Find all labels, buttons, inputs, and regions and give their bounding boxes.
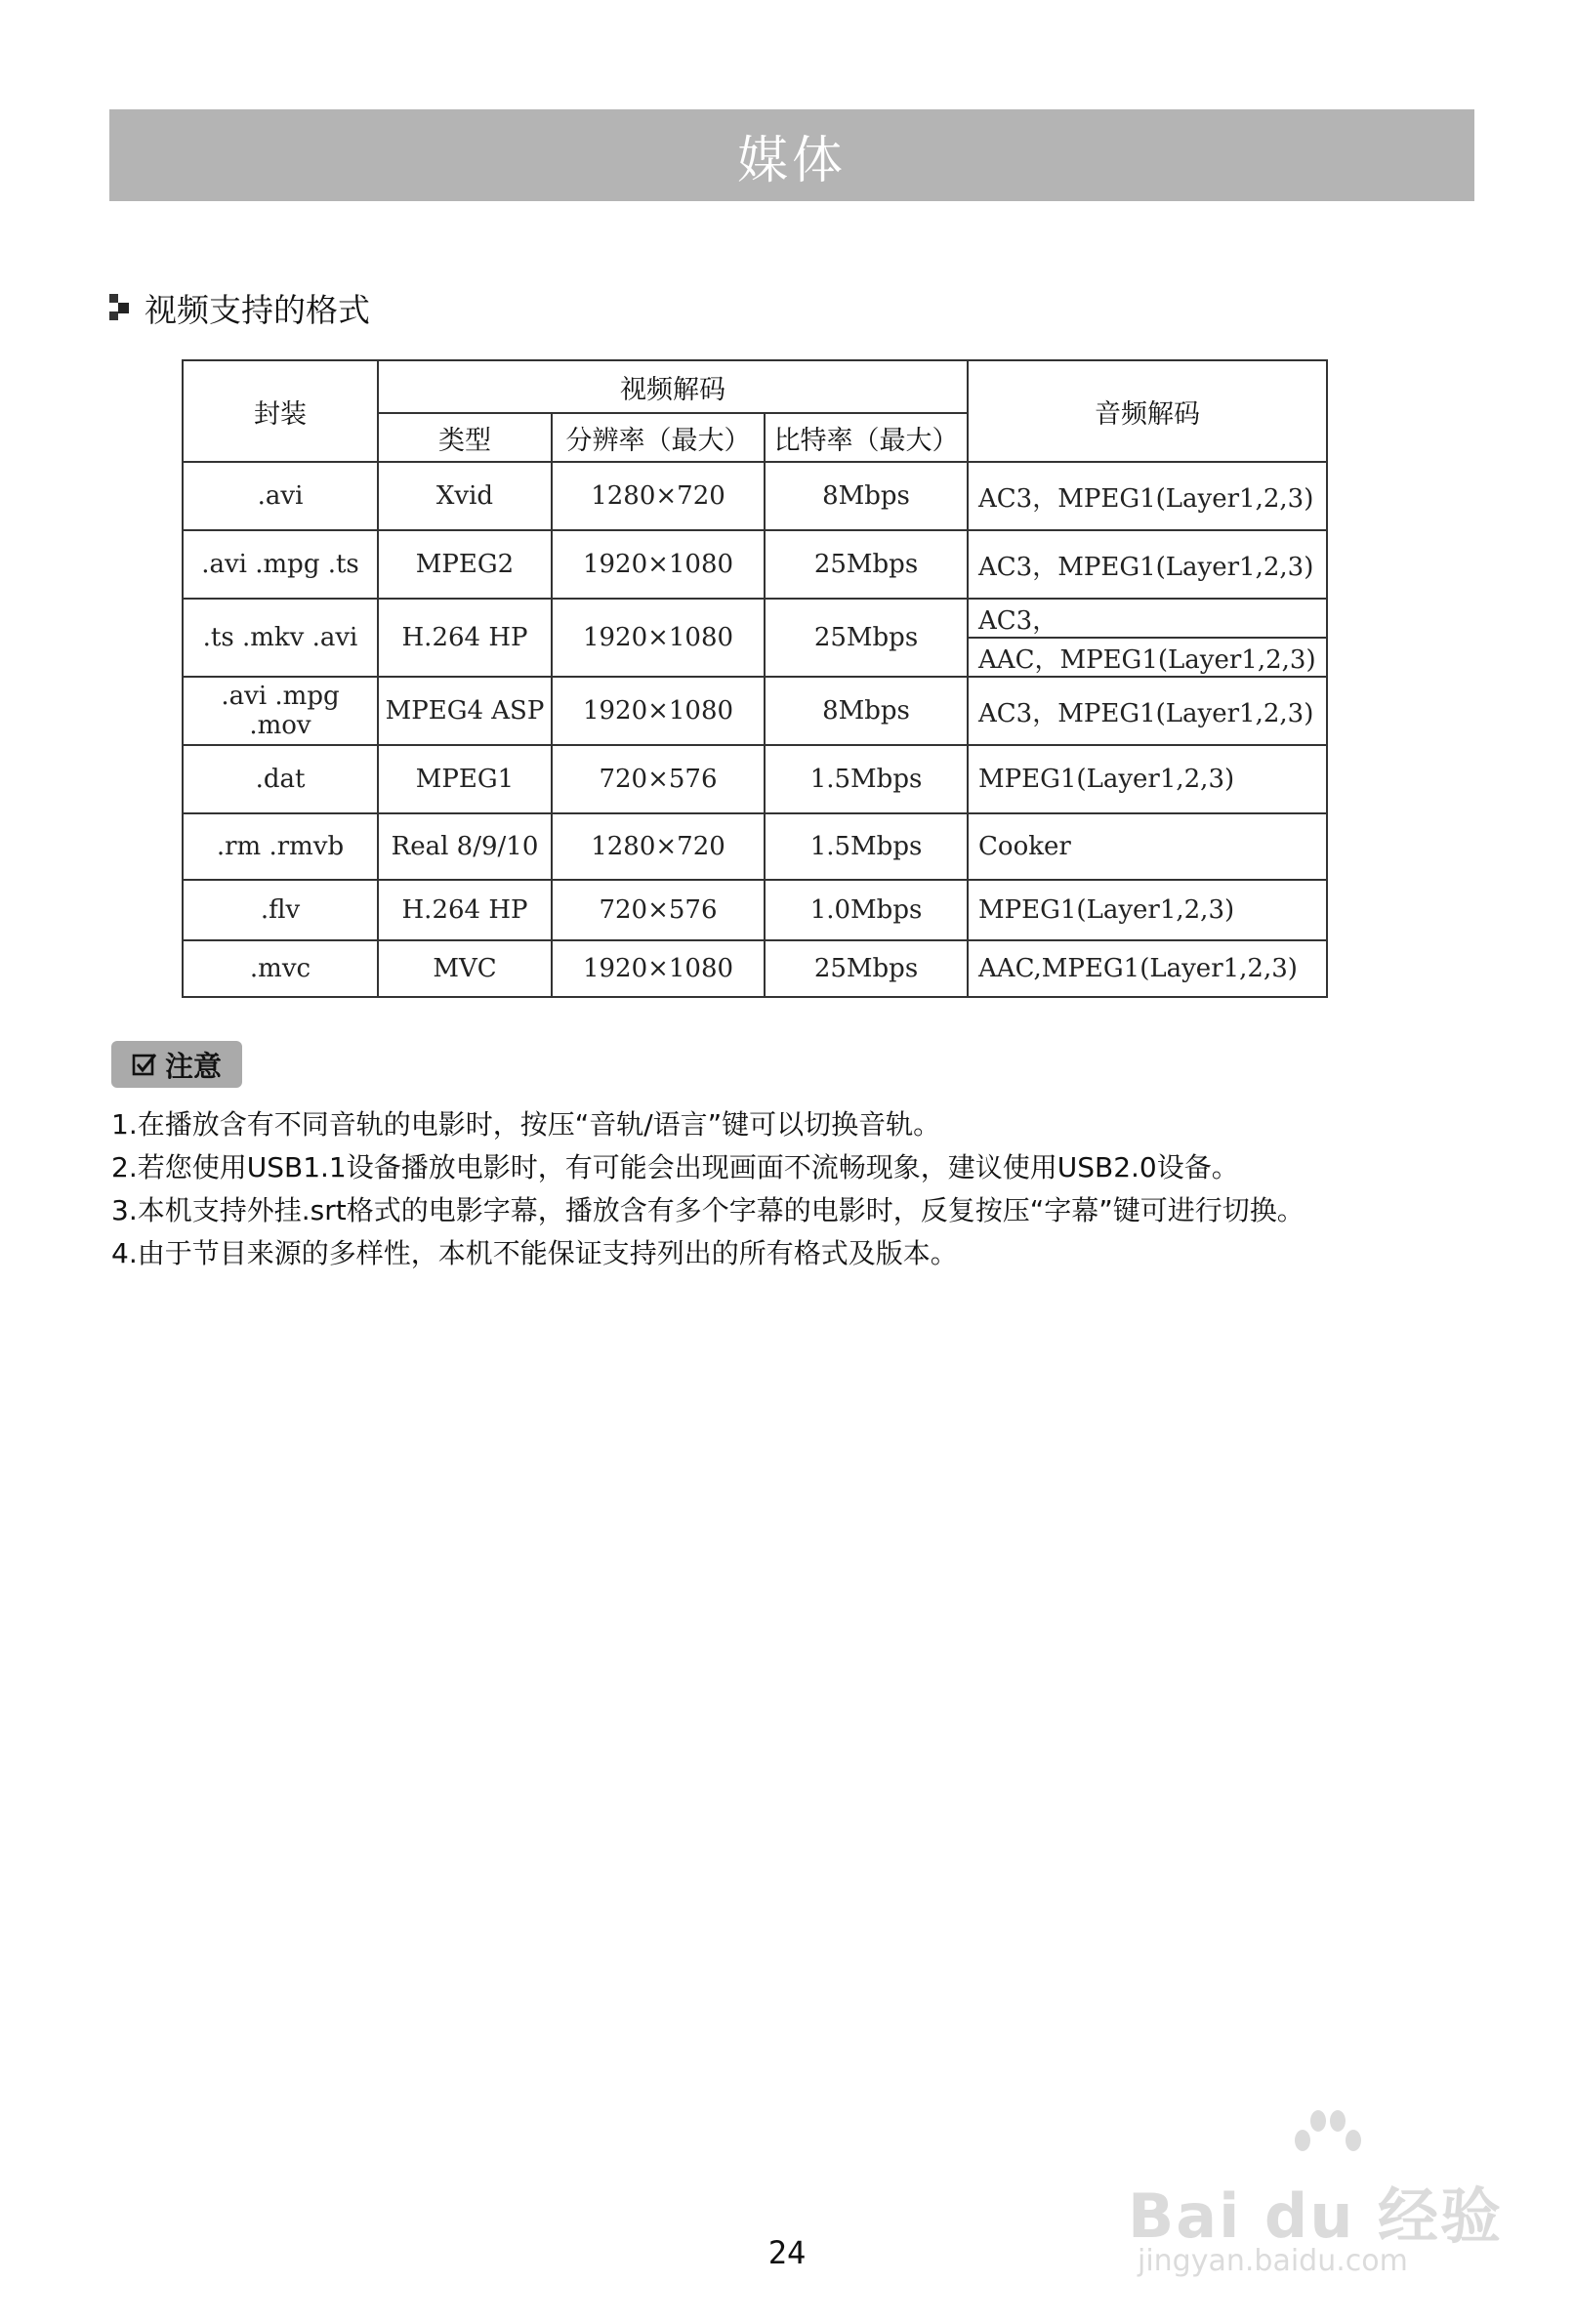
- notes-list: [111, 1103, 1498, 1275]
- header-container: 封装: [183, 360, 378, 462]
- table-row: [183, 599, 1327, 677]
- header-bitrate: 比特率（最大）: [765, 413, 968, 462]
- cell-audio-line-2: AAC，MPEG1(Layer1,2,3): [969, 637, 1326, 676]
- cell-resolution: 1280×720: [552, 813, 765, 880]
- cell-type: MPEG4 ASP: [378, 677, 552, 745]
- cell-audio: MPEG1(Layer1,2,3): [968, 880, 1327, 940]
- cell-bitrate: 8Mbps: [765, 462, 968, 530]
- page-number: 24: [767, 2234, 807, 2271]
- table-row: [183, 677, 1327, 745]
- square-bullet-icon: [109, 294, 131, 321]
- list-item: 1.在播放含有不同音轨的电影时，按压“音轨/语言”键可以切换音轨。: [111, 1108, 941, 1141]
- cell-resolution: 1920×1080: [552, 677, 765, 745]
- cell-container: .ts .mkv .avi: [183, 599, 378, 677]
- watermark-brand: Bai du 经验: [1128, 2180, 1504, 2252]
- cell-bitrate: 1.5Mbps: [765, 813, 968, 880]
- table-row: [183, 880, 1327, 940]
- cell-type: MPEG2: [378, 530, 552, 599]
- video-format-table: [182, 359, 1328, 998]
- cell-audio: Cooker: [968, 813, 1327, 880]
- cell-bitrate: 1.0Mbps: [765, 880, 968, 940]
- cell-container: .flv: [183, 880, 378, 940]
- table-row: [183, 745, 1327, 813]
- cell-resolution: 1920×1080: [552, 599, 765, 677]
- checkbox-check-icon: [132, 1052, 157, 1077]
- list-item: 4.由于节目来源的多样性，本机不能保证支持列出的所有格式及版本。: [111, 1237, 958, 1269]
- cell-audio: AAC,MPEG1(Layer1,2,3): [968, 940, 1327, 997]
- cell-audio: AC3，MPEG1(Layer1,2,3): [968, 462, 1327, 530]
- cell-bitrate: 25Mbps: [765, 530, 968, 599]
- list-item: 2.若您使用USB1.1设备播放电影时，有可能会出现画面不流畅现象，建议使用USB2.0设备。: [111, 1151, 1239, 1183]
- cell-audio-line-1: AC3，: [978, 605, 1058, 636]
- cell-container: .dat: [183, 745, 378, 813]
- note-label: 注意: [164, 1049, 222, 1083]
- header-type: 类型: [378, 413, 552, 462]
- cell-resolution: 1920×1080: [552, 530, 765, 599]
- cell-resolution: 720×576: [552, 880, 765, 940]
- cell-type: MVC: [378, 940, 552, 997]
- cell-bitrate: 25Mbps: [765, 599, 968, 677]
- cell-audio: AC3，MPEG1(Layer1,2,3): [968, 677, 1327, 745]
- cell-resolution: 1280×720: [552, 462, 765, 530]
- cell-resolution: 1920×1080: [552, 940, 765, 997]
- cell-resolution: 720×576: [552, 745, 765, 813]
- cell-type: Real 8/9/10: [378, 813, 552, 880]
- cell-bitrate: 1.5Mbps: [765, 745, 968, 813]
- header-video-decoding: 视频解码: [378, 360, 968, 413]
- baidu-watermark: [1128, 2109, 1518, 2285]
- list-item: 3.本机支持外挂.srt格式的电影字幕，播放含有多个字幕的电影时，反复按压“字幕”键可进行切换。: [111, 1194, 1305, 1226]
- header-audio-decoding: 音频解码: [968, 360, 1327, 462]
- header-resolution: 分辨率（最大）: [552, 413, 765, 462]
- watermark-url: jingyan.baidu.com: [1138, 2244, 1408, 2278]
- cell-bitrate: 8Mbps: [765, 677, 968, 745]
- cell-type: MPEG1: [378, 745, 552, 813]
- table-row: [183, 940, 1327, 997]
- cell-bitrate: 25Mbps: [765, 940, 968, 997]
- cell-type: H.264 HP: [378, 599, 552, 677]
- cell-audio: MPEG1(Layer1,2,3): [968, 745, 1327, 813]
- cell-container: .avi: [183, 462, 378, 530]
- section-heading: [109, 283, 370, 332]
- cell-container: .avi .mpg .ts: [183, 530, 378, 599]
- table-row: [183, 530, 1327, 599]
- cell-type: Xvid: [378, 462, 552, 530]
- table-row: [183, 813, 1327, 880]
- page-title: 媒体: [109, 109, 1474, 201]
- note-badge: [111, 1041, 242, 1088]
- section-heading-text: 视频支持的格式: [145, 290, 370, 329]
- cell-container: .rm .rmvb: [183, 813, 378, 880]
- cell-audio: [968, 599, 1327, 677]
- cell-container: .avi .mpg .mov: [183, 677, 378, 745]
- cell-audio: AC3，MPEG1(Layer1,2,3): [968, 530, 1327, 599]
- cell-type: H.264 HP: [378, 880, 552, 940]
- table-row: [183, 462, 1327, 530]
- cell-container: .mvc: [183, 940, 378, 997]
